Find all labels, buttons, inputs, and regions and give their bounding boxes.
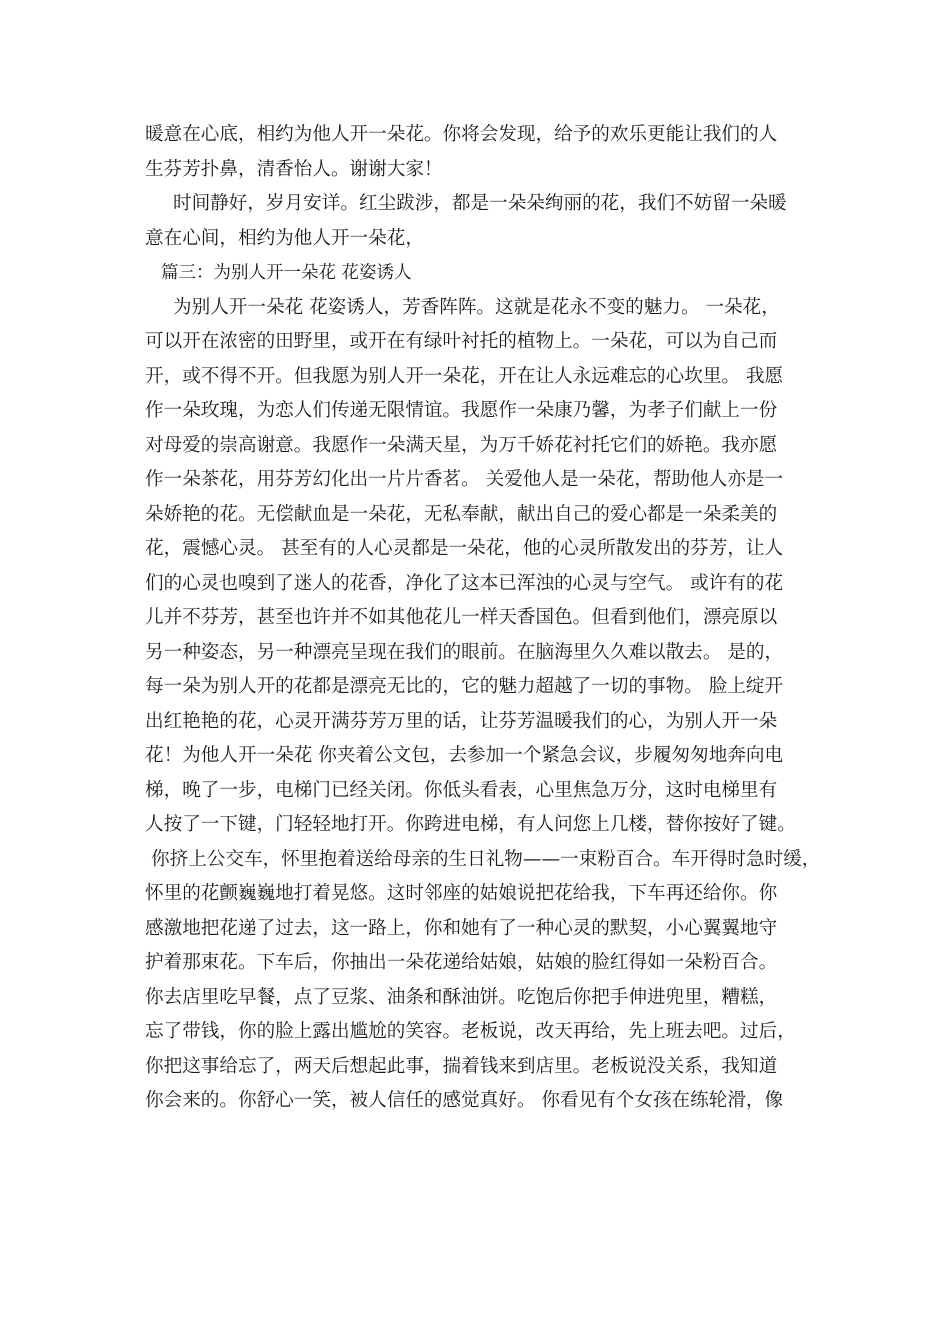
text-line: 人按了一下键，门轻轻地打开。你跨进电梯，有人问您上几楼，替你按好了键。 [145, 814, 796, 835]
text-line: 朵娇艳的花。无偿献血是一朵花，无私奉献，献出自己的爱心都是一朵柔美的 [145, 503, 778, 525]
text-line: 你去店里吃早餐，点了豆浆、油条和酥油饼。吃饱后你把手伸进兜里，糟糕， [145, 986, 778, 1008]
text-line: 出红艳艳的花，心灵开满芬芳万里的话，让芬芳温暖我们的心，为别人开一朵 [145, 710, 778, 732]
text-line: 忘了带钱，你的脸上露出尴尬的笑容。老板说，改天再给，先上班去吧。过后， [145, 1021, 796, 1042]
text-line: 儿并不芬芳，甚至也许并不如其他花儿一样天香国色。但看到他们，漂亮原以 [145, 607, 778, 628]
text-line: 另一种姿态，另一种漂亮呈现在我们的眼前。在脑海里久久难以散去。 是的， [145, 641, 784, 663]
text-line: 每一朵为别人开的花都是漂亮无比的，它的魅力超越了一切的事物。 脸上绽开 [145, 676, 784, 697]
text-line: 你把这事给忘了，两天后想起此事，揣着钱来到店里。老板说没关系，我知道 [145, 1055, 778, 1077]
paragraph-start-line: 时间静好，岁月安详。红尘跋涉，都是一朵朵绚丽的花，我们不妨留一朵暖 [173, 193, 787, 214]
text-line: 感激地把花递了过去，这一路上，你和她有了一种心灵的默契，小心翼翼地守 [145, 917, 778, 939]
text-line: 你会来的。你舒心一笑，被人信任的感觉真好。 你看见有个女孩在练轮滑，像 [145, 1090, 784, 1111]
document-body [145, 118, 821, 1119]
text-line: 生芬芳扑鼻，清香怡人。谢谢大家！ [145, 158, 443, 180]
text-line: 暖意在心底，相约为他人开一朵花。你将会发现，给予的欢乐更能让我们的人 [145, 124, 778, 145]
text-line: 作一朵玫瑰，为恋人们传递无限情谊。我愿作一朵康乃馨，为孝子们献上一份 [145, 400, 778, 421]
text-line: 意在心间，相约为他人开一朵花， [145, 227, 424, 249]
section-heading: 篇三：为别人开一朵花 花姿诱人 [161, 263, 412, 283]
text-line: 梯，晚了一步，电梯门已经关闭。你低头看表，心里焦急万分，这时电梯里有 [145, 779, 778, 801]
text-line: 花！为他人开一朵花 你夹着公文包，去参加一个紧急会议，步履匆匆地奔向电 [145, 745, 784, 766]
text-line: 怀里的花颤巍巍地打着晃悠。这时邻座的姑娘说把花给我，下车再还给你。你 [145, 883, 778, 904]
text-line: 护着那束花。下车后，你抽出一朵花递给姑娘，姑娘的脸红得如一朵粉百合。 [145, 952, 778, 973]
text-line: 作一朵茶花，用芬芳幻化出一片片香茗。 关爱他人是一朵花，帮助他人亦是一 [145, 469, 784, 490]
text-line: 花，震憾心灵。 甚至有的人心灵都是一朵花，他的心灵所散发出的芬芳，让人 [145, 538, 784, 559]
text-line: 你挤上公交车，怀里抱着送给母亲的生日礼物——一束粉百合。车开得时急时缓， [151, 848, 821, 870]
text-line: 对母爱的崇高谢意。我愿作一朵满天星，为万千娇花衬托它们的娇艳。我亦愿 [145, 434, 778, 456]
paragraph-start-line: 为别人开一朵花 花姿诱人，芳香阵阵。这就是花永不变的魅力。 一朵花， [173, 296, 780, 318]
text-line: 可以开在浓密的田野里，或开在有绿叶衬托的植物上。一朵花，可以为自己而 [145, 331, 778, 352]
text-line: 们的心灵也嗅到了迷人的花香，净化了这本已浑浊的心灵与空气。 或许有的花 [145, 572, 784, 594]
text-line: 开，或不得不开。但我愿为别人开一朵花，开在让人永远难忘的心坎里。 我愿 [145, 365, 784, 387]
